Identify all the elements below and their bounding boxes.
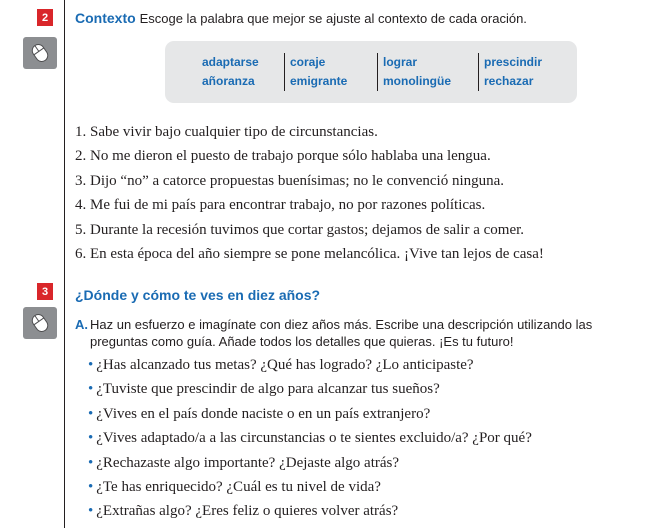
question-text: ¿Tuviste que prescindir de algo para alcanzar tus sueños? [96,381,440,398]
question-text: ¿Extrañas algo? ¿Eres feliz o quieres volver atrás? [96,503,399,520]
word-bank-word: añoranza [202,74,255,88]
instruction-line: Haz un esfuerzo e imagínate con diez años más. Escribe una descripción utilizando las [90,317,593,332]
part-a-instructions [75,316,650,350]
bullet-icon: • [88,430,94,447]
part-letter: A. [75,317,88,332]
question-item [88,377,532,401]
question-text: ¿Te has enriquecido? ¿Cuál es tu nivel de vida? [96,479,381,496]
sentence-item: 6. En esta época del año siempre se pone melancólica. ¡Vive tan lejos de casa! [75,246,544,263]
question-item [88,402,532,426]
bullet-icon: • [88,357,94,373]
sentence-item: 3. Dijo “no” a catorce propuestas buenísimas; no le convenció ninguna. [75,172,505,189]
question-item [88,353,532,377]
word-bank-word: prescindir [484,55,543,69]
section-title: Contexto [75,10,136,26]
word-bank-word: monolingüe [383,74,451,88]
section-title: ¿Dónde y cómo te ves en diez años? [75,287,321,303]
section-2-heading [75,9,527,28]
section-3-heading [75,286,320,304]
question-item [88,426,532,450]
bullet-icon: • [88,381,94,398]
instruction-line: preguntas como guía. Añade todos los detalles que quieras. ¡Es tu futuro! [90,334,514,349]
sentence-item: 5. Durante la recesión tuvimos que cortar gastos; dejamos de salir a comer. [75,221,525,238]
section-instruction: Escoge la palabra que mejor se ajuste al contexto de cada oración. [139,11,527,26]
question-text: ¿Vives en el país donde naciste o en un país extranjero? [96,405,431,422]
word-bank-column [478,53,542,91]
mouse-icon[interactable] [23,307,57,339]
word-bank-column [202,53,259,91]
bullet-icon: • [88,405,94,422]
question-item [88,451,532,475]
question-text: ¿Vives adaptado/a a las circunstancias o te sientes excluido/a? ¿Por qué? [96,430,532,447]
sentence-item: 1. Sabe vivir bajo cualquier tipo de circunstancias. [75,124,378,140]
question-item [88,499,532,523]
question-text: ¿Rechazaste algo importante? ¿Dejaste algo atrás? [96,454,400,471]
bullet-icon: • [88,454,94,471]
margin-rule [64,0,65,528]
sentence-item: 2. No me dieron el puesto de trabajo porque sólo hablaba una lengua. [75,148,491,165]
word-bank [165,41,577,103]
word-bank-column [284,53,347,91]
question-text: ¿Has alcanzado tus metas? ¿Qué has logrado? ¿Lo anticipaste? [96,357,474,373]
sentence-list [75,120,544,266]
question-list [88,353,532,524]
activity-number-badge: 2 [37,9,53,26]
word-bank-word: adaptarse [202,55,259,69]
word-bank-word: lograr [383,55,418,69]
bullet-icon: • [88,479,94,496]
word-bank-word: coraje [290,55,326,69]
question-item [88,475,532,499]
sentence-item: 4. Me fui de mi país para encontrar trabajo, no por razones políticas. [75,197,486,214]
mouse-icon[interactable] [23,37,57,69]
word-bank-word: emigrante [290,74,348,88]
activity-number-badge: 3 [37,283,53,300]
word-bank-column [377,53,451,91]
word-bank-word: rechazar [484,74,534,88]
bullet-icon: • [88,503,94,520]
